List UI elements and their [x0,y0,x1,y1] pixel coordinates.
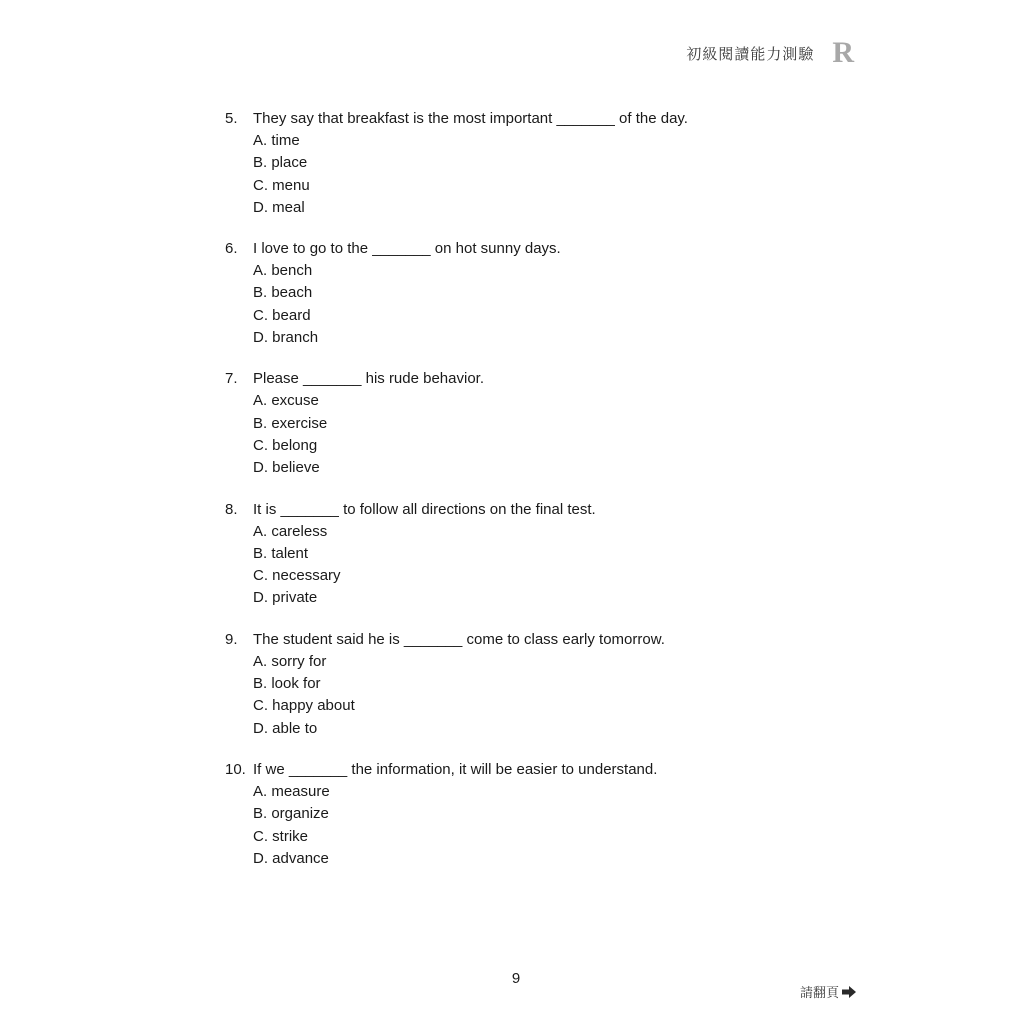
question-number: 6. [225,240,238,258]
question-number: 5. [225,110,238,127]
question-stem-line [225,499,865,521]
question-number: 7. [225,370,238,388]
option-d: D. believe [253,459,320,477]
option-d: D. meal [253,198,305,216]
option-a: A. sorry for [253,652,327,670]
question-8 [225,499,865,610]
option-a: A. measure [253,782,330,800]
option-c: C. happy about [253,697,355,715]
option-list [225,651,865,740]
page-number: 9 [511,970,521,987]
turn-page-indicator [800,982,856,1001]
option-b: B. talent [253,544,309,562]
option-list [225,130,865,219]
question-number: 9. [225,630,238,648]
option-c: C. beard [253,306,311,324]
question-stem-line [225,238,865,260]
option-a: A. bench [253,262,313,280]
option-d: D. branch [253,329,319,347]
option-d: D. private [253,589,318,607]
option-a: A. careless [253,522,328,540]
question-5 [225,108,865,219]
question-stem-line [225,629,865,651]
question-stem: The student said he is _______ come to class early tomorrow. [253,630,665,648]
page-header [686,38,854,68]
option-d: D. able to [253,719,318,737]
option-c: C. menu [253,176,310,194]
question-stem: If we _______ the information, it will be easier to understand. [253,760,658,778]
option-c: C. strike [253,827,309,845]
option-b: B. beach [253,284,313,302]
question-7 [225,368,865,479]
turn-page-label: 請翻頁 [799,986,839,1001]
question-9 [225,629,865,740]
question-stem-line [225,759,865,781]
option-b: B. place [253,154,308,172]
option-d: D. advance [253,849,329,867]
question-stem: Please _______ his rude behavior. [253,370,485,388]
question-stem: I love to go to the _______ on hot sunny days. [253,240,561,258]
arrow-right-icon [842,986,856,998]
option-b: B. organize [253,805,329,823]
option-a: A. excuse [253,392,319,410]
header-logo: R [832,36,854,69]
question-6 [225,238,865,349]
option-c: C. necessary [253,567,341,585]
option-b: B. exercise [253,414,328,432]
header-title: 初級閱讀能力測驗 [686,44,815,63]
question-stem: They say that breakfast is the most important _______ of the day. [253,110,688,127]
option-list [225,781,865,870]
option-a: A. time [253,132,300,149]
question-stem-line [225,368,865,390]
option-b: B. look for [253,675,321,693]
question-list [225,108,865,889]
option-list [225,260,865,349]
option-list [225,390,865,479]
question-10 [225,759,865,870]
option-list [225,521,865,610]
question-stem-line [225,108,865,130]
question-number: 10. [225,760,246,778]
question-stem: It is _______ to follow all directions on the final test. [253,500,596,518]
option-c: C. belong [253,436,318,454]
question-number: 8. [225,500,238,518]
